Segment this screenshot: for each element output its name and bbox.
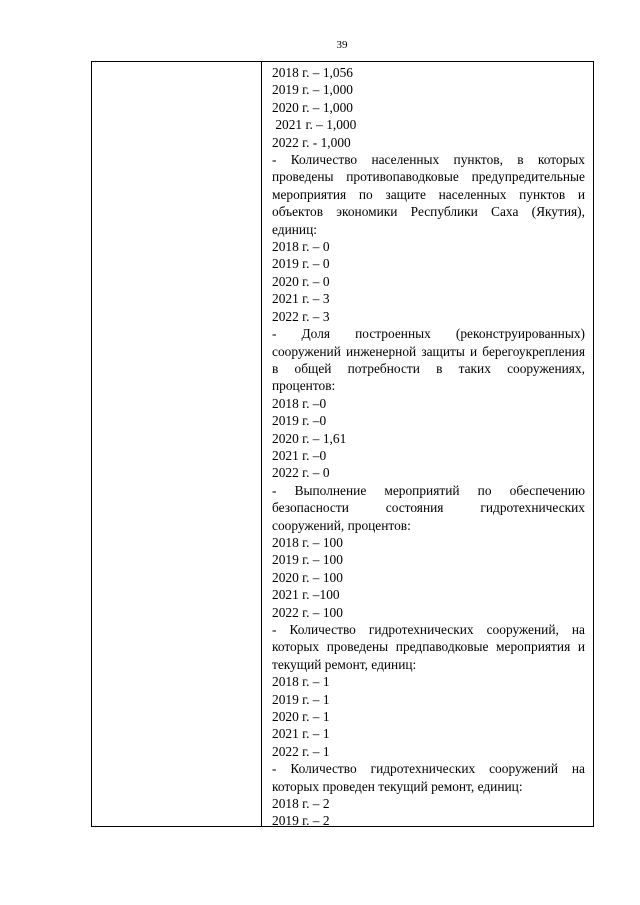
value-line: 2018 г. – 100 <box>272 534 343 550</box>
indicators-table <box>91 61 594 827</box>
table-left-cell <box>92 62 262 826</box>
value-line: 2022 г. – 3 <box>272 308 330 324</box>
value-line: 2022 г. - 1,000 <box>272 134 351 150</box>
value-line: 2021 г. – 1,000 <box>272 117 357 133</box>
value-line: 2020 г. – 1,61 <box>272 430 347 446</box>
value-line: 2019 г. – 0 <box>272 256 330 272</box>
value-line: 2018 г. –0 <box>272 395 327 411</box>
value-line: 2020 г. – 1 <box>272 709 330 725</box>
value-line: 2022 г. – 100 <box>272 604 343 620</box>
value-line: 2018 г. – 2 <box>272 796 330 812</box>
value-line: 2021 г. –0 <box>272 447 327 463</box>
value-line: 2020 г. – 100 <box>272 569 343 585</box>
table-right-cell <box>262 62 593 826</box>
indicator-current-repair-paragraph: - Количество гидротехнических сооружений на которых проведен текущий ремонт, единиц: <box>272 761 585 794</box>
value-line: 2022 г. – 0 <box>272 465 330 481</box>
indicator-settlements-paragraph: - Количество населенных пунктов, в которых проведены противопаводковые предупредительные мероприятия по защите населенных пунктов и объектов экономики Республики Саха (Якутия), единиц: <box>272 152 585 237</box>
value-line: 2021 г. – 3 <box>272 291 330 307</box>
value-line: 2022 г. – 1 <box>272 743 330 759</box>
value-line: 2018 г. – 1 <box>272 674 330 690</box>
indicator-safety-paragraph: - Выполнение мероприятий по обеспечению безопасности состояния гидротехнических сооружений, процентов: <box>272 482 585 533</box>
indicator-protection-share-paragraph: - Доля построенных (реконструированных) сооружений инженерной защиты и берегоукрепления в общей потребности в таких сооружениях, процентов: <box>272 326 585 394</box>
value-line: 2021 г. – 1 <box>272 726 330 742</box>
indicator-prefload-repair-paragraph: - Количество гидротехнических сооружений, на которых проведены предпаводковые мероприятия и текущий ремонт, единиц: <box>272 622 585 672</box>
value-line: 2019 г. –0 <box>272 413 327 429</box>
value-line: 2019 г. – 1,000 <box>272 82 353 98</box>
value-line: 2018 г. – 0 <box>272 239 330 255</box>
value-line: 2020 г. – 1,000 <box>272 99 353 115</box>
value-line: 2019 г. – 2 <box>272 813 330 827</box>
value-line: 2019 г. – 1 <box>272 691 330 707</box>
value-line: 2021 г. –100 <box>272 587 340 603</box>
value-line: 2020 г. – 0 <box>272 273 330 289</box>
value-line: 2018 г. – 1,056 <box>272 65 353 80</box>
page-number: 39 <box>336 39 348 51</box>
value-line: 2019 г. – 100 <box>272 552 343 568</box>
